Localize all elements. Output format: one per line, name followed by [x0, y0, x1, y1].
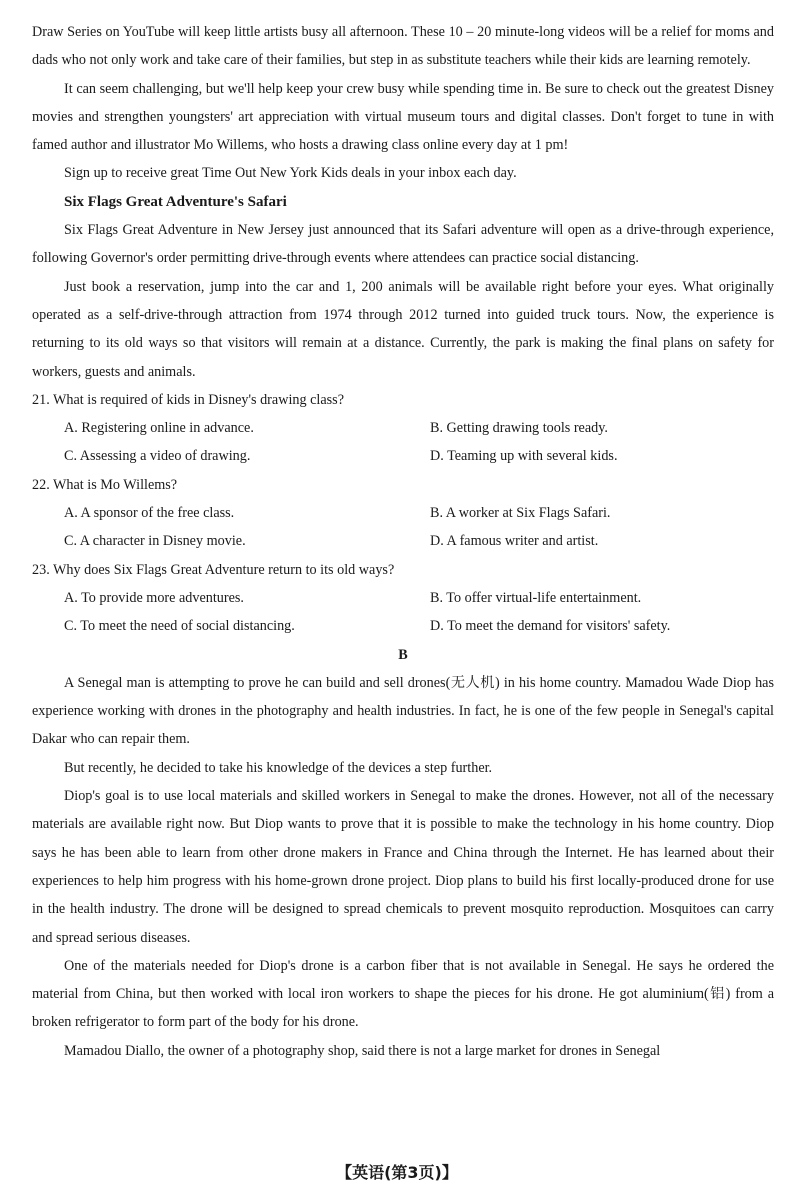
option-d: D. A famous writer and artist.: [430, 533, 599, 550]
question-options: [32, 499, 774, 556]
option-a: A. A sponsor of the free class.: [64, 505, 235, 522]
paragraph-mamadou-diallo: Mamadou Diallo, the owner of a photography shop, said there is not a large market for drones in Senegal: [64, 1042, 661, 1059]
option-d: D. Teaming up with several kids.: [430, 448, 618, 465]
paragraph-carbon-fiber: One of the materials needed for Diop's drone is a carbon fiber that is not available in Senegal. He says he ordered the material from China, but then worked with local iron workers to shape the pieces for his drone. He got aluminium(铝) from a broken refrigerator to form part of the body for his drone.: [32, 957, 774, 1031]
paragraph-sign-up: Sign up to receive great Time Out New York Kids deals in your inbox each day.: [64, 165, 517, 182]
option-c: C. A character in Disney movie.: [64, 533, 246, 550]
page-footer: 【英语(第3页)】: [336, 1163, 458, 1182]
option-d: D. To meet the demand for visitors' safety.: [430, 618, 671, 635]
section-label-b: B: [398, 646, 408, 663]
paragraph-crew-busy: It can seem challenging, but we'll help keep your crew busy while spending time in. Be sure to check out the greatest Disney movies and strengthen youngsters' art appreciation with virtual museum tours and digital classes. Don't forget to tune in with famed author and illustrator Mo Willems, who hosts a drawing class online every day at 1 pm!: [32, 80, 774, 154]
question-options: [32, 584, 774, 641]
option-a: A. To provide more adventures.: [64, 589, 244, 606]
section-heading-safari: Six Flags Great Adventure's Safari: [64, 193, 287, 210]
question-text: 22. What is Mo Willems?: [32, 476, 178, 493]
option-b: B. To offer virtual-life entertainment.: [430, 589, 642, 606]
question-options: [32, 414, 774, 471]
question-text: 23. Why does Six Flags Great Adventure return to its old ways?: [32, 561, 395, 578]
option-b: B. Getting drawing tools ready.: [430, 420, 608, 437]
exam-page: [32, 18, 774, 1065]
paragraph-diop-goal: Diop's goal is to use local materials and skilled workers in Senegal to make the drones. However, not all of the necessary materials are available right now. But Diop wants to prove that it is possible to make the technology in his home country. Diop says he has been able to learn from other drone makers in France and China through the Internet. He has learned about their experiences to help him progress with his home-grown drone project. Diop plans to build his first locally-produced drone for use in the health industry. The drone will be designed to spread chemicals to prevent mosquito reproduction. Mosquitoes can carry and spread serious diseases.: [32, 788, 774, 946]
question-text: 21. What is required of kids in Disney's drawing class?: [32, 391, 344, 408]
paragraph-safari-announce: Six Flags Great Adventure in New Jersey just announced that its Safari adventure will open as a drive-through experience, following Governor's order permitting drive-through events where attendees can practice social distancing.: [32, 222, 774, 267]
option-c: C. Assessing a video of drawing.: [64, 448, 251, 465]
paragraph-senegal-man: A Senegal man is attempting to prove he can build and sell drones(无人机) in his home country. Mamadou Wade Diop has experience working with drones in the photography and health industries. In fact, he is one of the few people in Senegal's capital Dakar who can repair them.: [32, 674, 774, 748]
option-c: C. To meet the need of social distancing.: [64, 618, 295, 635]
question-21: [32, 386, 774, 471]
paragraph-step-further: But recently, he decided to take his knowledge of the devices a step further.: [64, 759, 493, 776]
question-23: [32, 556, 774, 641]
paragraph-safari-reservation: Just book a reservation, jump into the car and 1, 200 animals will be available right before your eyes. What originally operated as a self-drive-through attraction from 1974 through 2012 turned into guided truck tours. Now, the experience is returning to its old ways so that visitors will remain at a distance. Currently, the park is making the final plans on safety for workers, guests and animals.: [32, 278, 774, 380]
paragraph-draw-series: Draw Series on YouTube will keep little artists busy all afternoon. These 10 – 20 minute-long videos will be a relief for moms and dads who not only work and take care of their families, but step in as substitute teachers while their kids are learning remotely.: [32, 24, 774, 69]
option-b: B. A worker at Six Flags Safari.: [430, 505, 611, 522]
option-a: A. Registering online in advance.: [64, 420, 254, 437]
question-22: [32, 471, 774, 556]
